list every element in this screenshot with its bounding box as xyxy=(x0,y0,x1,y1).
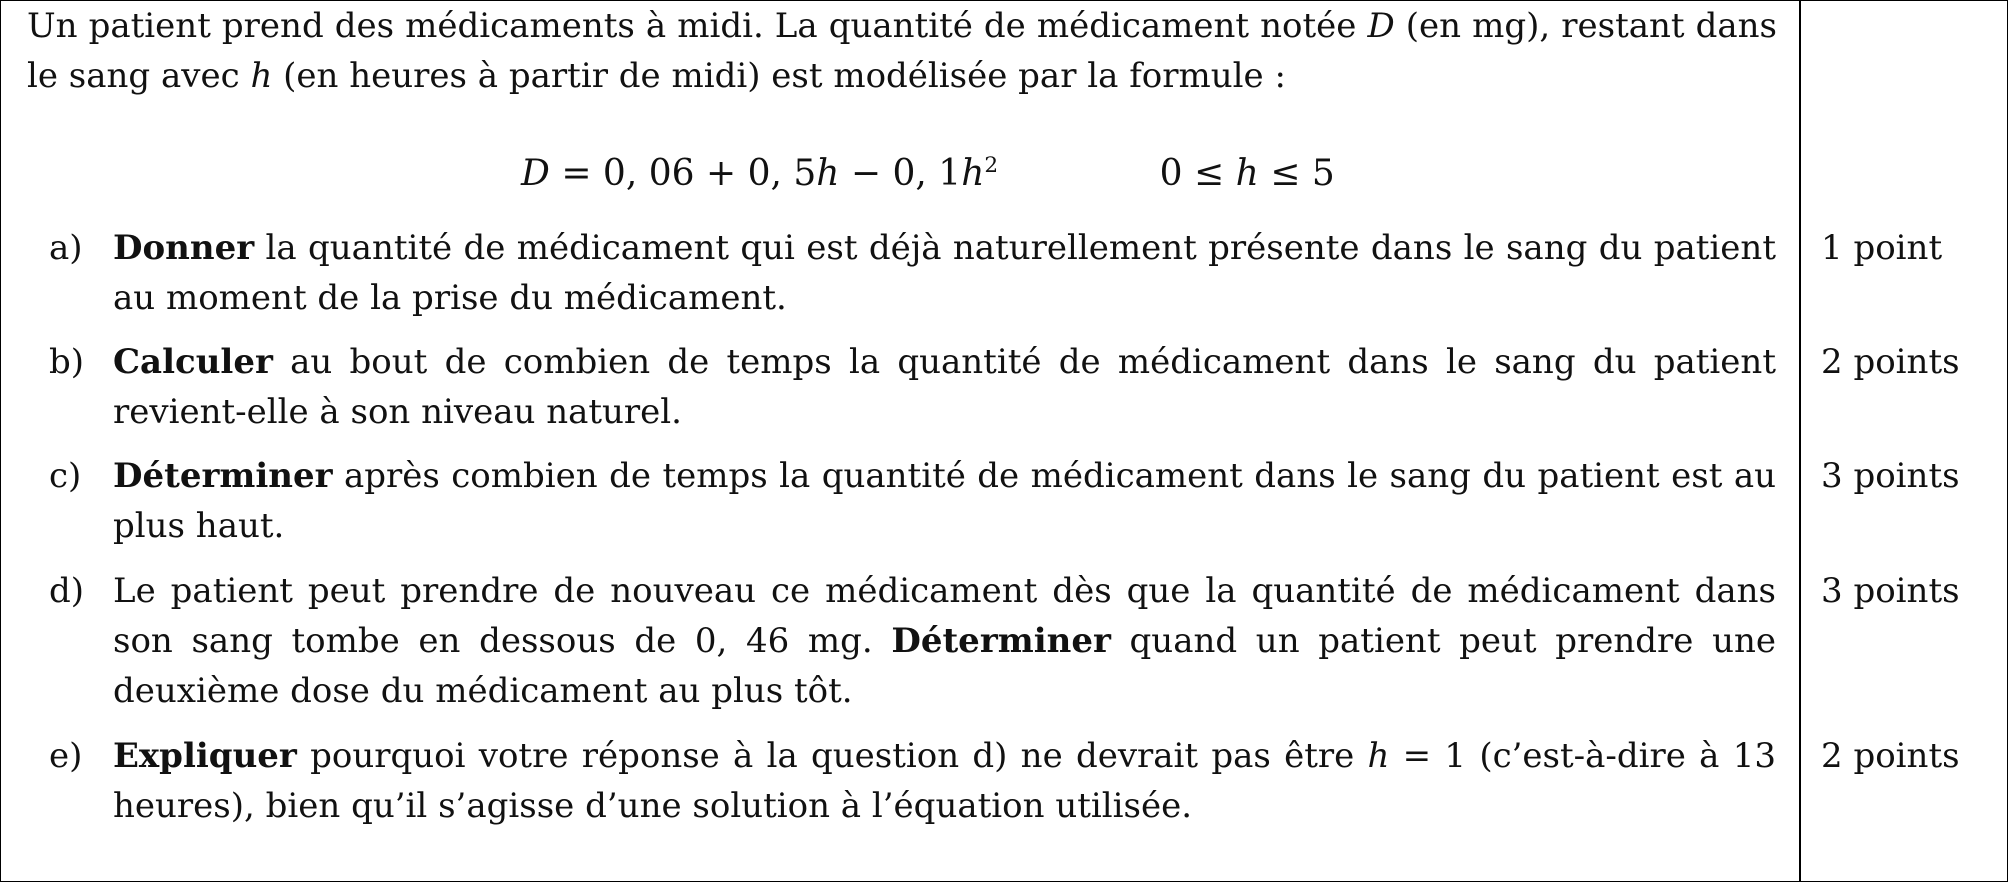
question-body-2: = 1 (c’est-à-dire à 13 heures), bien qu’il s’agisse d’une solution à l’équation utilisée. xyxy=(113,736,1776,826)
formula-lhs: D xyxy=(521,153,550,194)
points-e: 2 points xyxy=(1821,736,1960,776)
question-text xyxy=(113,566,1776,716)
question-text xyxy=(113,223,1776,323)
question-body: au bout de combien de temps la quantité de médicament dans le sang du patient revient-elle à son niveau naturel. xyxy=(113,342,1776,432)
formula-h2: h xyxy=(961,153,985,194)
question-letter: d) xyxy=(49,571,85,611)
question-d xyxy=(31,566,1776,716)
question-verb: Calculer xyxy=(113,342,273,382)
domain-text-1: 0 ≤ xyxy=(1159,153,1236,194)
question-verb: Déterminer xyxy=(113,456,333,496)
intro-var-h: h xyxy=(250,56,273,96)
question-body-1: Le patient peut prendre de nouveau ce médicament dès que la quantité de médicament dans son sang tombe en dessous de 0, 46 mg. xyxy=(113,571,1776,661)
intro-var-d: D xyxy=(1367,6,1395,46)
question-body: la quantité de médicament qui est déjà naturellement présente dans le sang du patient au moment de la prise du médicament. xyxy=(113,228,1776,318)
question-body-2: quand un patient peut prendre une deuxième dose du médicament au plus tôt. xyxy=(113,621,1776,711)
formula-rhs-1: = 0, 06 + 0, 5 xyxy=(549,153,817,194)
question-verb: Donner xyxy=(113,228,255,268)
question-text xyxy=(113,731,1776,831)
points-d: 3 points xyxy=(1821,571,1960,611)
question-b xyxy=(31,337,1776,437)
domain-var-h: h xyxy=(1235,153,1259,194)
question-letter: e) xyxy=(49,736,83,776)
domain-text-2: ≤ 5 xyxy=(1258,153,1335,194)
question-verb: Déterminer xyxy=(891,621,1111,661)
points-a: 1 point xyxy=(1821,228,1943,268)
question-verb: Expliquer xyxy=(113,736,297,776)
formula-exponent: 2 xyxy=(984,153,999,178)
question-var-h: h xyxy=(1367,736,1390,776)
points-b: 2 points xyxy=(1821,342,1960,382)
question-body: après combien de temps la quantité de médicament dans le sang du patient est au plus haut. xyxy=(113,456,1776,546)
formula-h1: h xyxy=(816,153,840,194)
question-body-1: pourquoi votre réponse à la question d) ne devrait pas être xyxy=(296,736,1368,776)
formula-rhs-2: − 0, 1 xyxy=(839,153,962,194)
points-c: 3 points xyxy=(1821,456,1960,496)
question-e xyxy=(31,731,1776,831)
question-c xyxy=(31,451,1776,551)
formula xyxy=(521,149,1335,199)
question-text xyxy=(113,337,1776,437)
question-text xyxy=(113,451,1776,551)
intro-text-3: (en heures à partir de midi) est modélisée par la formule : xyxy=(272,56,1286,96)
intro-text-2: (en mg), restant dans le sang avec xyxy=(27,6,1777,96)
question-letter: a) xyxy=(49,228,83,268)
question-letter: b) xyxy=(49,342,85,382)
intro-text-1: Un patient prend des médicaments à midi. La quantité de médicament notée xyxy=(27,6,1368,46)
question-letter: c) xyxy=(49,456,82,496)
formula-domain xyxy=(1160,149,1335,199)
question-a xyxy=(31,223,1776,323)
intro-paragraph xyxy=(27,1,1777,101)
